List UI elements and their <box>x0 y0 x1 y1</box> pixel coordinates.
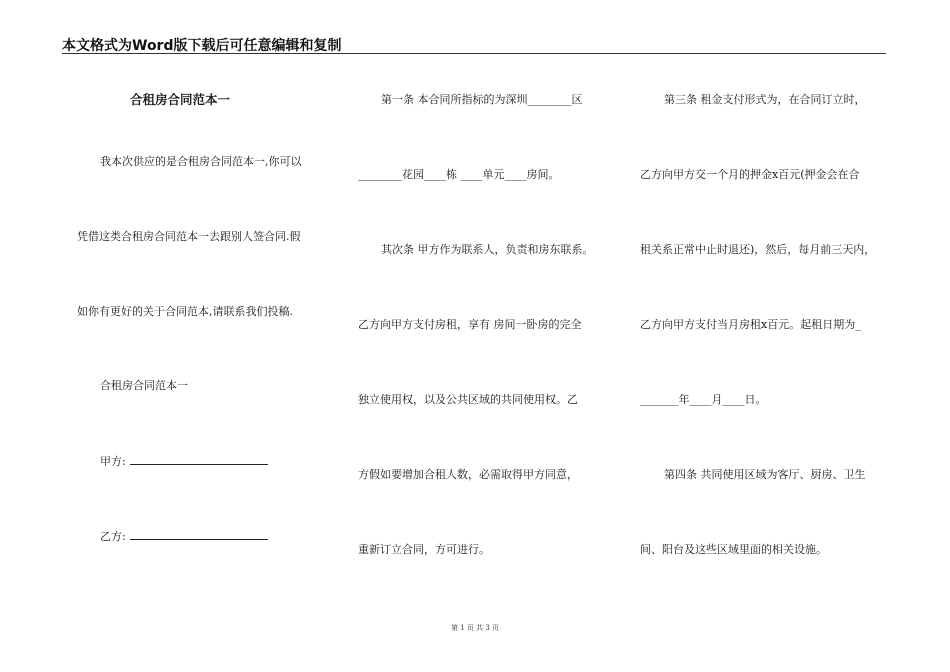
clause-4-line-2: 间、阳台及这些区域里面的相关设施。 <box>640 543 827 556</box>
clause-3-line-3: 租关系正常中止时退还)，然后，每月前三天内， <box>640 243 876 256</box>
party-a-row <box>100 455 268 469</box>
party-b-blank <box>130 539 268 540</box>
clause-3-line-4: 乙方向甲方支付当月房租x百元。起租日期为_ <box>640 318 861 331</box>
contract-subtitle: 合租房合同范本一 <box>100 379 188 392</box>
clause-4-line-1: 第四条 共同使用区域为客厅、厨房、卫生 <box>664 468 866 481</box>
document-header: 本文格式为Word版下载后可任意编辑和复制 <box>62 38 342 54</box>
clause-1-line-2: ________花园____栋 ____单元____房间。 <box>358 168 560 181</box>
intro-line-3: 如你有更好的关于合同范本,请联系我们投稿. <box>77 305 293 318</box>
clause-1-line-1: 第一条 本合同所指标的为深圳________区 <box>381 93 583 106</box>
document-title: 合租房合同范本一 <box>130 92 231 107</box>
clause-3-line-1: 第三条 租金支付形式为，在合同订立时， <box>664 93 866 106</box>
party-b-label: 乙方: <box>100 530 126 543</box>
intro-line-1: 我本次供应的是合租房合同范本一,你可以 <box>100 155 302 168</box>
page-number: 第 1 页 共 3 页 <box>450 624 500 632</box>
clause-2-line-2: 乙方向甲方支付房租，享有 房间一卧房的完全 <box>358 318 582 331</box>
party-a-label: 甲方: <box>100 455 126 468</box>
party-b-row <box>100 530 268 544</box>
clause-2-line-3: 独立使用权，以及公共区域的共同使用权。乙 <box>358 393 578 406</box>
clause-2-line-4: 方假如要增加合租人数，必需取得甲方同意， <box>358 468 578 481</box>
header-divider <box>62 53 886 54</box>
clause-2-line-5: 重新订立合同，方可进行。 <box>358 543 490 556</box>
clause-2-line-1: 其次条 甲方作为联系人，负责和房东联系。 <box>381 243 594 256</box>
intro-line-2: 凭借这类合租房合同范本一去跟别人签合同.假 <box>77 230 301 243</box>
party-a-blank <box>130 464 268 465</box>
clause-3-line-5: _______年____月____日。 <box>640 393 767 406</box>
clause-3-line-2: 乙方向甲方交一个月的押金x百元(押金会在合 <box>640 168 860 181</box>
